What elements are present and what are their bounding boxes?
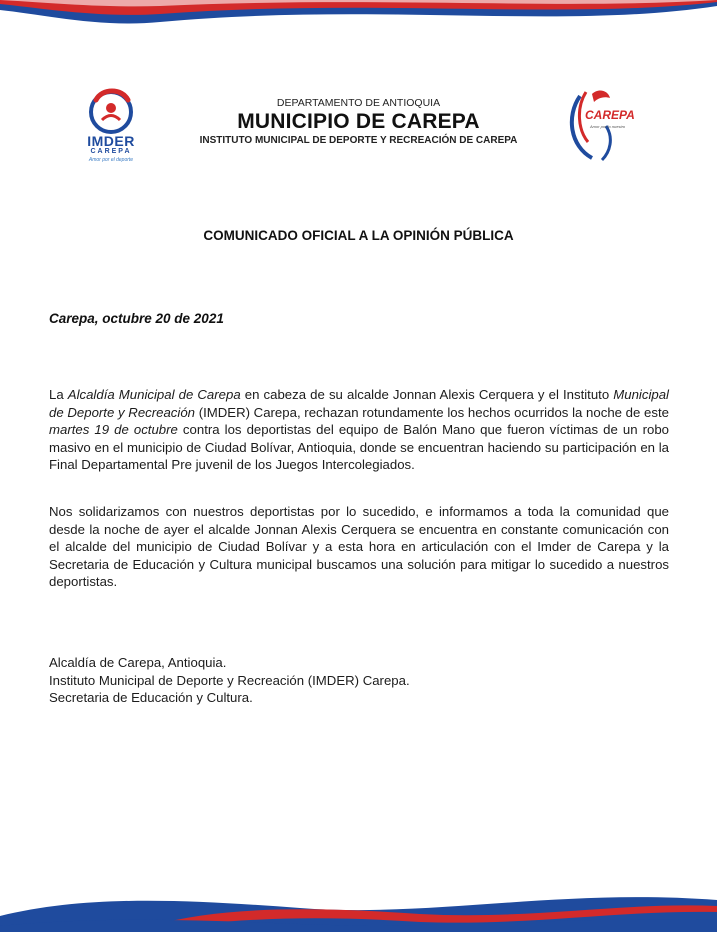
- signature-line: Alcaldía de Carepa, Antioquia.: [49, 655, 227, 670]
- signature-block: [49, 654, 410, 707]
- p1-emphasis-3: martes 19 de octubre: [49, 422, 178, 438]
- p1-text-2: en cabeza de su alcalde Jonnan Alexis Cerquera y el Instituto: [240, 387, 614, 402]
- bottom-wave-decoration: [0, 886, 717, 932]
- p1-text-3: (IMDER) Carepa, rechazan rotundamente los hechos ocurridos la noche de este: [195, 404, 669, 420]
- p1-emphasis-2: Municipal de Deporte y Recreación: [49, 387, 669, 420]
- imder-logo-slogan: Amor por el deporte: [88, 157, 134, 163]
- department-label: DEPARTAMENTO DE ANTIOQUIA: [276, 97, 441, 109]
- signature-line: Instituto Municipal de Deporte y Recreación (IMDER) Carepa.: [49, 672, 410, 688]
- municipality-title: MUNICIPIO DE CAREPA: [237, 110, 480, 133]
- top-wave-decoration: [0, 0, 717, 40]
- imder-logo-name: IMDER: [87, 133, 135, 149]
- p1-text-4: contra los deportistas del equipo de Balón Mano que fueron víctimas de un robo masivo en el municipio de Ciudad Bolívar, Antioquia, donde se encuentran haciendo su participación en la Final Departamental Pre juvenil de los Juegos Intercolegiados.: [49, 422, 669, 473]
- paragraph-2: Nos solidarizamos con nuestros deportistas por lo sucedido, e informamos a toda la comunidad que desde la noche de ayer el alcalde Jonnan Alexis Cerquera se encuentra en constante comunicación con el alcalde del municipio de Ciudad Bolívar y a esta hora en articulación con el Imder de Carepa y la Secretaria de Educación y Cultura municipal buscamos una solución para mitigar lo sucedido a nuestros deportistas.: [49, 504, 669, 590]
- paragraph-1: [49, 386, 669, 474]
- imder-logo-sub: CAREPA: [90, 148, 132, 155]
- institute-subtitle: INSTITUTO MUNICIPAL DE DEPORTE Y RECREACIÓN DE CAREPA: [199, 135, 518, 146]
- p1-emphasis-1: Alcaldía Municipal de Carepa: [67, 387, 241, 402]
- p1-text-1: La: [49, 387, 68, 402]
- document-title: COMUNICADO OFICIAL A LA OPINIÓN PÚBLICA: [203, 228, 514, 243]
- carepa-logo-slogan: Amor por lo nuestro: [590, 124, 626, 129]
- carepa-logo-name: CAREPA: [585, 108, 635, 122]
- document-date: Carepa, octubre 20 de 2021: [49, 311, 224, 326]
- signature-line: Secretaria de Educación y Cultura.: [49, 690, 253, 706]
